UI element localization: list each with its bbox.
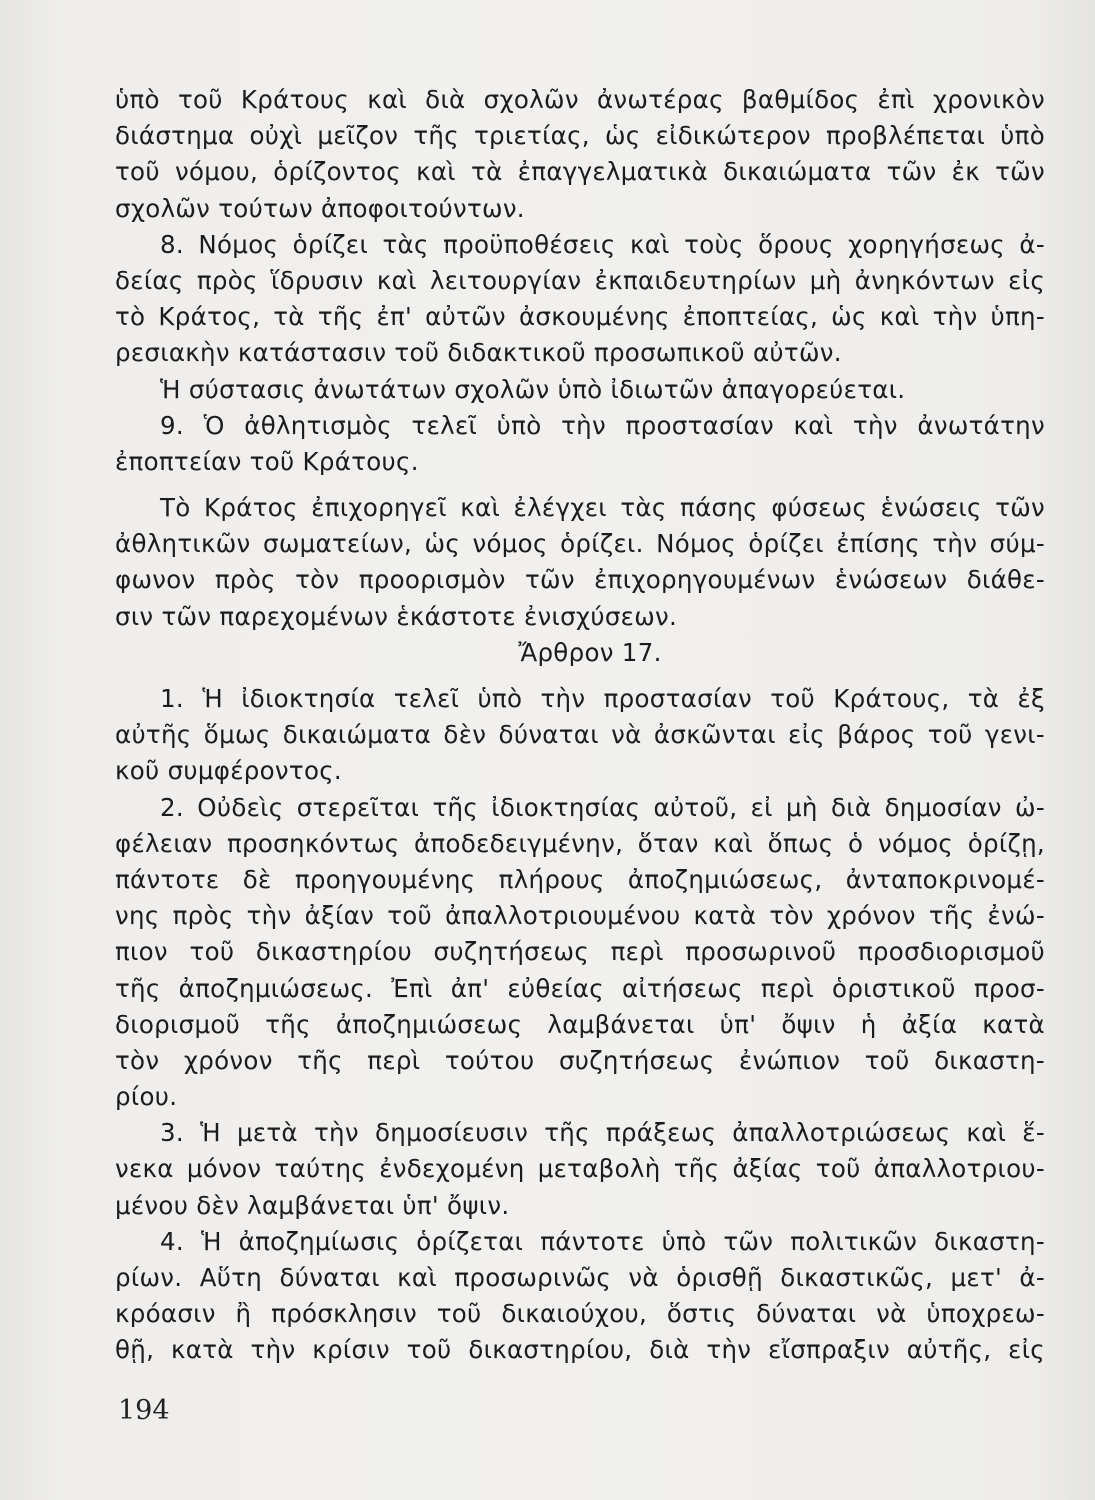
text-line: ὑπὸ τοῦ Κράτους καὶ διὰ σχολῶν ἀνωτέρας βαθμίδος ἐπὶ χρονικὸν bbox=[115, 85, 1045, 114]
text-line: Ἡ σύστασις ἀνωτάτων σχολῶν ὑπὸ ἰδιωτῶν ἀπαγορεύεται. bbox=[160, 374, 906, 404]
text-line: μένου δὲν λαμβάνεται ὑπ' ὄψιν. bbox=[115, 1190, 510, 1220]
text-line: φωνον πρὸς τὸν προορισμὸν τῶν ἐπιχορηγουμένων ἑνώσεων διάθε- bbox=[115, 565, 1045, 595]
text-line: νης πρὸς τὴν ἀξίαν τοῦ ἀπαλλοτριουμένου κατὰ τὸν χρόνον τῆς ἐνώ- bbox=[115, 901, 1045, 931]
paragraph-gap bbox=[115, 671, 1045, 681]
text-line: 3. Ἡ μετὰ τὴν δημοσίευσιν τῆς πράξεως ἀπαλλοτριώσεως καὶ ἕ- bbox=[160, 1118, 1045, 1148]
text-line: ἐποπτείαν τοῦ Κράτους. bbox=[115, 446, 419, 476]
text-line: σχολῶν τούτων ἀποφοιτούντων. bbox=[115, 193, 525, 223]
text-line: 1. Ἡ ἰδιοκτησία τελεῖ ὑπὸ τὴν προστασίαν τοῦ Κράτους, τὰ ἐξ bbox=[160, 684, 1045, 713]
text-line: κοῦ συμφέροντος. bbox=[115, 756, 343, 786]
text-line: νεκα μόνον ταύτης ἐνδεχομένη μεταβολὴ τῆς ἀξίας τοῦ ἀπαλλοτριου- bbox=[115, 1154, 1045, 1184]
text-line: αὐτῆς ὅμως δικαιώματα δὲν δύναται νὰ ἀσκῶνται εἰς βάρος τοῦ γενι- bbox=[115, 720, 1045, 750]
text-line: ρίου. bbox=[115, 1082, 178, 1112]
text-line: διάστημα οὐχὶ μεῖζον τῆς τριετίας, ὡς εἰδικώτερον προβλέπεται ὑπὸ bbox=[115, 121, 1045, 151]
text-line: δείας πρὸς ἵδρυσιν καὶ λειτουργίαν ἐκπαιδευτηρίων μὴ ἀνηκόντων εἰς bbox=[115, 265, 1045, 295]
text-line: ρίων. Αὕτη δύναται καὶ προσωρινῶς νὰ ὁρισθῇ δικαστικῶς, μετ' ἀ- bbox=[115, 1263, 1045, 1292]
text-line: 8. Νόμος ὁρίζει τὰς προϋποθέσεις καὶ τοὺς ὅρους χορηγήσεως ἀ- bbox=[160, 229, 1045, 259]
article-heading: Ἄρθρον 17. bbox=[518, 637, 662, 667]
text-line: πιον τοῦ δικαστηρίου συζητήσεως περὶ προσωρινοῦ προσδιορισμοῦ bbox=[115, 937, 1045, 967]
text-line: ρεσιακὴν κατάστασιν τοῦ διδακτικοῦ προσωπικοῦ αὐτῶν. bbox=[115, 338, 842, 368]
text-line: τῆς ἀποζημιώσεως. Ἐπὶ ἀπ' εὐθείας αἰτήσεως περὶ ὁριστικοῦ προσ- bbox=[115, 973, 1045, 1003]
paragraph-gap bbox=[115, 480, 1045, 490]
text-line: φέλειαν προσηκόντως ἀποδεδειγμένην, ὅταν καὶ ὅπως ὁ νόμος ὁρίζῃ, bbox=[115, 828, 1045, 858]
body-text bbox=[115, 82, 1045, 1369]
text-line: 4. Ἡ ἀποζημίωσις ὁρίζεται πάντοτε ὑπὸ τῶν πολιτικῶν δικαστη- bbox=[160, 1226, 1045, 1256]
text-line: ἀθλητικῶν σωματείων, ὡς νόμος ὁρίζει. Νόμος ὁρίζει ἐπίσης τὴν σύμ- bbox=[115, 529, 1045, 559]
text-line: διορισμοῦ τῆς ἀποζημιώσεως λαμβάνεται ὑπ' ὄψιν ἡ ἀξία κατὰ bbox=[115, 1009, 1045, 1039]
text-line: 2. Οὐδεὶς στερεῖται τῆς ἰδιοκτησίας αὐτοῦ, εἰ μὴ διὰ δημοσίαν ὠ- bbox=[160, 792, 1045, 822]
text-line: τὸν χρόνον τῆς περὶ τούτου συζητήσεως ἐνώπιον τοῦ δικαστη- bbox=[115, 1045, 1045, 1075]
text-line: θῇ, κατὰ τὴν κρίσιν τοῦ δικαστηρίου, διὰ τὴν εἴσπραξιν αὐτῆς, εἰς bbox=[115, 1335, 1045, 1365]
page-number: 194 bbox=[118, 1395, 170, 1426]
text-line: σιν τῶν παρεχομένων ἑκάστοτε ἐνισχύσεων. bbox=[115, 601, 678, 631]
text-line: τοῦ νόμου, ὁρίζοντος καὶ τὰ ἐπαγγελματικὰ δικαιώματα τῶν ἐκ τῶν bbox=[115, 157, 1045, 187]
text-line: τὸ Κράτος, τὰ τῆς ἐπ' αὐτῶν ἀσκουμένης ἐποπτείας, ὡς καὶ τὴν ὑπη- bbox=[115, 302, 1045, 332]
text-line: Τὸ Κράτος ἐπιχορηγεῖ καὶ ἐλέγχει τὰς πάσης φύσεως ἑνώσεις τῶν bbox=[160, 493, 1045, 523]
text-line: 9. Ὁ ἀθλητισμὸς τελεῖ ὑπὸ τὴν προστασίαν καὶ τὴν ἀνωτάτην bbox=[160, 410, 1045, 440]
text-line: πάντοτε δὲ προηγουμένης πλήρους ἀποζημιώσεως, ἀνταποκρινομέ- bbox=[115, 864, 1045, 894]
text-line: κρόασιν ἢ πρόσκλησιν τοῦ δικαιούχου, ὅστις δύναται νὰ ὑποχρεω- bbox=[115, 1299, 1045, 1329]
